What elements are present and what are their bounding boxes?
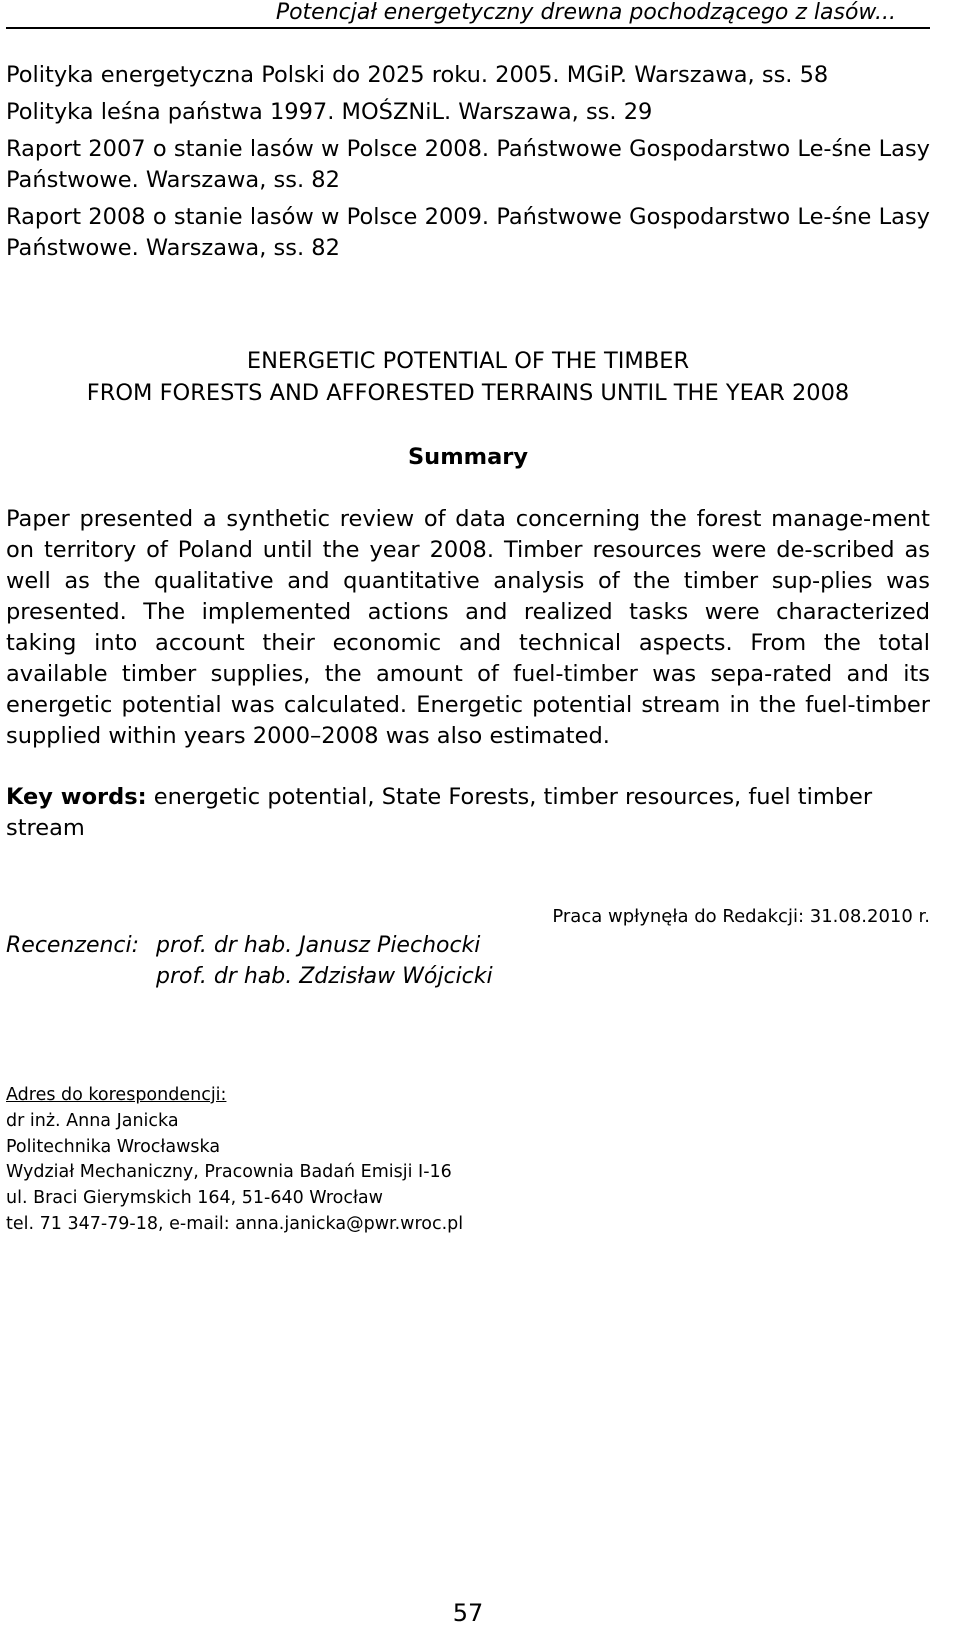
correspondence-address (6, 1083, 463, 1238)
document-page (6, 0, 930, 1636)
reviewers-label: Recenzenci: (6, 933, 140, 958)
keywords-label: Key words: (6, 784, 147, 810)
keywords (6, 782, 930, 844)
received-date: Praca wpłynęła do Redakcji: 31.08.2010 r. (552, 906, 930, 927)
address-line: dr inż. Anna Janicka (6, 1110, 179, 1131)
english-title-line-1: ENERGETIC POTENTIAL OF THE TIMBER (246, 348, 690, 374)
running-header (6, 0, 930, 29)
english-title (6, 345, 930, 409)
reviewer-name: prof. dr hab. Janusz Piechocki (156, 933, 481, 958)
address-line: tel. 71 347-79-18, e-mail: anna.janicka@pwr.wroc.pl (6, 1213, 464, 1234)
reference-item: Raport 2007 o stanie lasów w Polsce 2008. Państwowe Gospodarstwo Le-śne Lasy Państwowe. Warszawa, ss. 82 (6, 136, 930, 193)
page-number: 57 (452, 1599, 484, 1627)
correspondence-heading: Adres do korespondencji: (6, 1085, 227, 1105)
reference-item: Polityka leśna państwa 1997. MOŚZNiL. Warszawa, ss. 29 (6, 99, 653, 125)
reference-list (6, 60, 930, 270)
summary-text: Paper presented a synthetic review of data concerning the forest manage-ment on territory of Poland until the year 2008. Timber resources were de-scribed as well as the qualitative and quantitative analysis of the timber sup-plies was presented. The implemented actions and realized tasks were characterized taking into account their economic and technical aspects. From the total available timber supplies, the amount of fuel-timber was sepa-rated and its energetic potential was calculated. Energetic potential stream in the fuel-timber supplied within years 2000–2008 was also estimated. (6, 506, 930, 749)
address-line: Politechnika Wrocławska (6, 1136, 221, 1157)
english-title-line-2: FROM FORESTS AND AFFORESTED TERRAINS UNTIL THE YEAR 2008 (86, 380, 850, 406)
reviewers (6, 930, 493, 992)
reference-item: Raport 2008 o stanie lasów w Polsce 2009. Państwowe Gospodarstwo Le-śne Lasy Państwowe. Warszawa, ss. 82 (6, 204, 930, 261)
address-line: ul. Braci Gierymskich 164, 51-640 Wrocław (6, 1188, 383, 1209)
keywords-text: energetic potential, State Forests, timber resources, fuel timber stream (6, 784, 873, 841)
reference-item: Polityka energetyczna Polski do 2025 roku. 2005. MGiP. Warszawa, ss. 58 (6, 62, 829, 88)
running-title: Potencjał energetyczny drewna pochodzącego z lasów... (275, 0, 896, 25)
summary-heading: Summary (407, 444, 529, 470)
address-line: Wydział Mechaniczny, Pracownia Badań Emisji I-16 (6, 1162, 452, 1183)
reviewer-name: prof. dr hab. Zdzisław Wójcicki (156, 964, 493, 989)
